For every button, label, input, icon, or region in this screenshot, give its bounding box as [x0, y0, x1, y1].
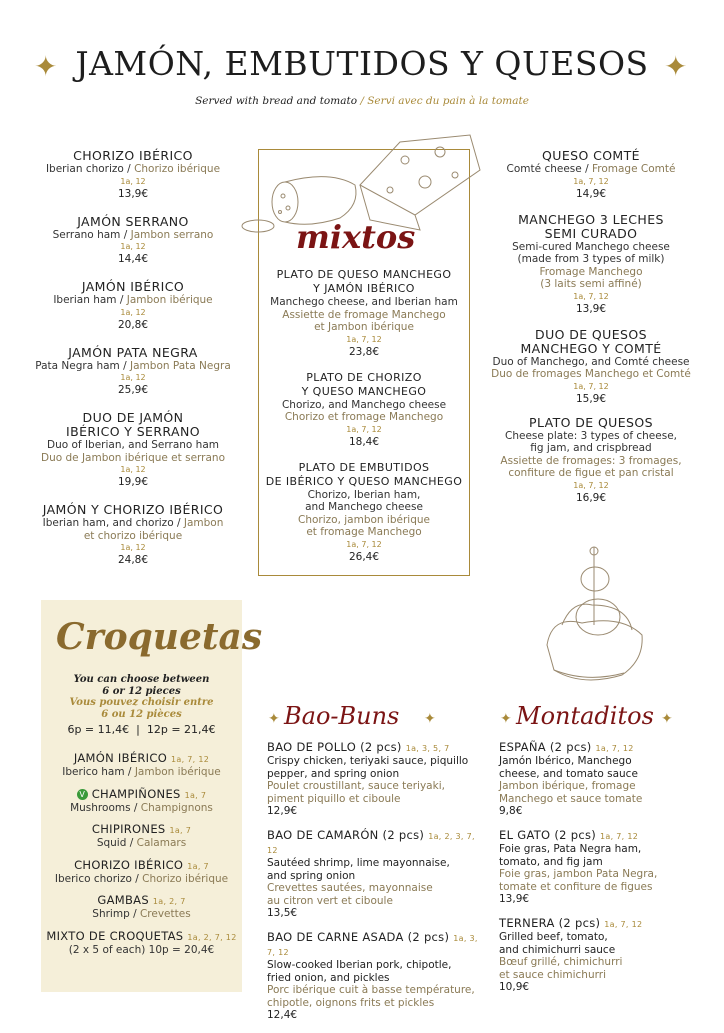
menu-item: PLATO DE EMBUTIDOS DE IBÉRICO Y QUESO MANCHEGO Chorizo, Iberian ham, and Manchego cheese Chorizo, jambon ibérique et fromage Manchego 1a, 7, 12 26,4€	[265, 460, 463, 563]
menu-item: DUO DE JAMÓN IBÉRICO Y SERRANO Duo of Iberian, and Serrano ham Duo de Jambon ibérique et serrano 1a, 12 19,9€	[40, 410, 225, 488]
page-title: JAMÓN, EMBUTIDOS Y QUESOS	[75, 44, 649, 83]
menu-item: CHORIZO IBÉRICO Iberian chorizo / Chorizo ibérique 1a, 12 13,9€	[45, 148, 221, 200]
croquetas-prices: 6p = 11,4€ | 12p = 21,4€	[67, 723, 216, 736]
left-menu-column	[30, 149, 236, 577]
star-ornament-icon: ✦	[500, 711, 512, 727]
menu-item: PLATO DE QUESO MANCHEGO Y JAMÓN IBÉRICO Manchego cheese, and Iberian ham Assiette de fromage Manchego et Jambon ibérique 1a, 7, 12 23,8€	[270, 268, 458, 358]
mixtos-list	[260, 268, 468, 574]
croquetas-title: Croquetas	[56, 616, 263, 658]
montaditos-list	[499, 741, 714, 1005]
menu-item: JAMÓN Y CHORIZO IBÉRICO Iberian ham, and chorizo / Jambon et chorizo ibérique 1a, 12 24,8€	[42, 502, 224, 566]
menu-item: PLATO DE CHORIZO Y QUESO MANCHEGO Chorizo, and Manchego cheese Chorizo et fromage Manchego 1a, 7, 12 18,4€	[281, 370, 447, 448]
menu-item: CHORIZO IBÉRICO 1a, 7 Iberico chorizo / Chorizo ibérique	[54, 857, 229, 885]
croquetas-list	[41, 752, 242, 965]
menu-item: TERNERA (2 pcs) 1a, 7, 12 Grilled beef, tomato, and chimichurri sauce Bœuf grillé, chimichurri et sauce chimichurri 10,9€	[499, 916, 643, 993]
menu-item: BAO DE POLLO (2 pcs) 1a, 3, 5, 7 Crispy chicken, teriyaki sauce, piquillo pepper, and spring onion Poulet croustillant, sauce teriyaki, piment piquillo et ciboule 12,9€	[267, 740, 469, 817]
menu-item: JAMÓN IBÉRICO 1a, 7, 12 Iberico ham / Jambon ibérique	[62, 751, 221, 778]
star-ornament-icon: ✦	[424, 711, 436, 727]
menu-item: ESPAÑA (2 pcs) 1a, 7, 12 Jamón Ibérico, Manchego cheese, and tomato sauce Jambon ibérique, fromage Manchego et sauce tomate 9,8€	[499, 740, 643, 817]
montadito-illustration	[532, 545, 672, 695]
bao-list	[267, 741, 482, 1033]
star-ornament-icon: ✦	[268, 711, 280, 727]
menu-item: MANCHEGO 3 LECHES SEMI CURADO Semi-cured Manchego cheese (made from 3 types of milk) Fromage Manchego (3 laits semi affiné) 1a, 7, 12 13,9€	[512, 211, 670, 315]
menu-item: CHIPIRONES 1a, 7 Squid / Calamars	[91, 822, 192, 849]
star-ornament-icon: ✦	[34, 50, 58, 83]
menu-item: JAMÓN SERRANO Serrano ham / Jambon serrano 1a, 12 14,4€	[52, 213, 214, 265]
mixtos-title: mixtos	[296, 218, 416, 256]
menu-item: MIXTO DE CROQUETAS 1a, 2, 7, 12 (2 x 5 of each) 10p = 20,4€	[46, 928, 237, 956]
star-ornament-icon: ✦	[661, 711, 673, 727]
vegetarian-icon: V	[77, 789, 88, 800]
star-ornament-icon: ✦	[664, 50, 688, 83]
menu-item: BAO DE CAMARÓN (2 pcs) 1a, 2, 3, 7, 12 Sautéed shrimp, lime mayonnaise, and spring onion Crevettes sautées, mayonnaise au citron vert et ciboule 13,5€	[267, 828, 475, 919]
menu-item: BAO DE CARNE ASADA (2 pcs) 1a, 3, 7, 12 Slow-cooked Iberian pork, chipotle, fried onion, and pickles Porc ibérique cuit à basse température, chipotle, oignons frits et pickles 12,4€	[267, 930, 478, 1021]
menu-item: JAMÓN IBÉRICO Iberian ham / Jambon ibérique 1a, 12 20,8€	[53, 279, 213, 331]
croquetas-intro: You can choose between 6 or 12 pieces Vous pouvez choisir entre 6 ou 12 pièces	[69, 674, 214, 720]
menu-item: EL GATO (2 pcs) 1a, 7, 12 Foie gras, Pata Negra ham, tomato, and fig jam Foie gras, jambon Pata Negra, tomate et confiture de figues 13,9€	[499, 828, 658, 905]
menu-item: QUESO COMTÉ Comté cheese / Fromage Comté 1a, 7, 12 14,9€	[506, 148, 676, 200]
menu-item: JAMÓN PATA NEGRA Pata Negra ham / Jambon Pata Negra 1a, 12 25,9€	[35, 344, 231, 396]
montaditos-title: Montaditos	[516, 702, 654, 730]
menu-item: DUO DE QUESOS MANCHEGO Y COMTÉ Duo of Manchego, and Comté cheese Duo de fromages Manchego et Comté 1a, 7, 12 15,9€	[491, 326, 691, 405]
menu-item: V CHAMPIÑONES 1a, 7 Mushrooms / Champignons	[70, 786, 213, 814]
right-menu-column	[478, 149, 704, 515]
menu-item: PLATO DE QUESOS Cheese plate: 3 types of cheese, fig jam, and crispbread Assiette de fromages: 3 fromages, confiture de figue et pan cristal 1a, 7, 12 16,9€	[500, 414, 682, 504]
menu-item: GAMBAS 1a, 2, 7 Shrimp / Crevettes	[92, 893, 191, 920]
page-subtitle: Served with bread and tomato / Servi avec du pain à la tomate	[195, 95, 529, 107]
bao-title: Bao-Buns	[284, 702, 400, 730]
